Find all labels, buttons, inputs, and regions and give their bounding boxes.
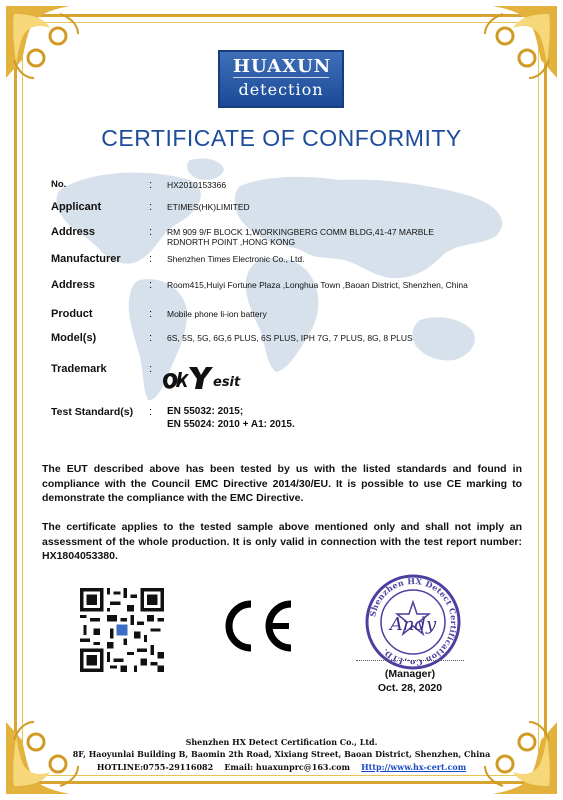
issue-date: Oct. 28, 2020 xyxy=(377,682,443,694)
footer-website-link[interactable]: Http://www.hx-cert.com xyxy=(361,762,467,772)
svg-text:Shenzhen HX Detect Certificati: Shenzhen HX Detect Certification Co.,LTD. xyxy=(367,575,460,669)
qr-code xyxy=(80,588,164,672)
world-map-watermark xyxy=(40,150,525,440)
field-value-line2: RDNORTH POINT ,HONG KONG xyxy=(167,237,296,247)
field-label: Manufacturer xyxy=(51,253,121,265)
field-label: Model(s) xyxy=(51,332,97,344)
footer-company: Shenzhen HX Detect Certification Co., Ltd. xyxy=(185,737,378,747)
huaxun-logo xyxy=(218,50,344,108)
signature-line xyxy=(356,660,464,661)
field-label: Product xyxy=(51,308,93,320)
footer-contact xyxy=(0,762,563,772)
footer-hotline: HOTLINE:0755-29116082 xyxy=(96,762,214,772)
field-value: Room415,Huiyi Fortune Plaza ,Longhua Town ,Baoan District, Shenzhen, China xyxy=(167,280,468,290)
certificate-title: CERTIFICATE OF CONFORMITY xyxy=(101,125,462,151)
ce-mark-text: CE xyxy=(257,630,259,631)
field-colon: : xyxy=(149,253,153,265)
standard-line1: EN 55032: 2015; xyxy=(167,406,244,417)
compliance-paragraph: The EUT described above has been tested by us with the listed standards and found in compliance with the Council EMC Directive 2014/30/EU. It is possible to use CE marking to demonstrate the compliance with the EMC Directive. xyxy=(42,463,522,504)
field-value: Shenzhen Times Electronic Co., Ltd. xyxy=(167,254,305,264)
field-value: ETIMES(HK)LIMITED xyxy=(167,202,250,212)
company-seal-stamp xyxy=(363,572,463,672)
field-colon: : xyxy=(149,308,153,320)
field-value-line1: RM 909 9/F BLOCK 1,WORKINGBERG COMM BLDG,41-47 MARBLE xyxy=(167,227,434,237)
field-label: No. xyxy=(51,179,67,190)
field-label: Address xyxy=(51,279,96,291)
field-colon: : xyxy=(149,406,153,418)
standard-line2: EN 55024: 2010 + A1: 2015. xyxy=(167,419,295,430)
logo-brand: HUAXUN xyxy=(233,56,332,77)
corner-ornament-top-right xyxy=(479,0,563,84)
field-colon: : xyxy=(149,201,153,213)
field-label: Applicant xyxy=(51,201,102,213)
field-value: HX2010153366 xyxy=(167,180,227,190)
field-label: Address xyxy=(51,226,96,238)
corner-ornament-top-left xyxy=(0,0,84,84)
field-colon: : xyxy=(149,332,153,344)
field-colon: : xyxy=(149,179,153,191)
field-colon: : xyxy=(149,363,153,375)
ce-mark xyxy=(217,600,297,652)
svg-text:Andy: Andy xyxy=(389,614,437,635)
footer-email[interactable]: Email: huaxunprc@163.com xyxy=(224,762,350,772)
field-label: Trademark xyxy=(51,363,107,375)
field-colon: : xyxy=(149,226,153,238)
logo-subtitle: detection xyxy=(238,80,324,99)
field-value: Mobile phone li-ion battery xyxy=(167,309,267,319)
signer-role: (Manager) xyxy=(384,668,436,680)
field-label: Test Standard(s) xyxy=(51,406,134,418)
okyesit-trademark-logo xyxy=(159,365,255,391)
svg-text:esit: esit xyxy=(213,375,241,390)
validity-paragraph: The certificate applies to the tested sample above mentioned only and shall not imply an assessment of the whole production. It is only valid in connection with the test report number: HX1804053380. xyxy=(42,521,522,562)
field-value: 6S, 5S, 5G, 6G,6 PLUS, 6S PLUS, IPH 7G, 7 PLUS, 8G, 8 PLUS xyxy=(167,333,413,343)
footer-address: 8F, Haoyunlai Building B, Baomin 2th Road, Xixiang Street, Baoan District, Shenzhen, China xyxy=(72,749,491,759)
field-colon: : xyxy=(149,279,153,291)
